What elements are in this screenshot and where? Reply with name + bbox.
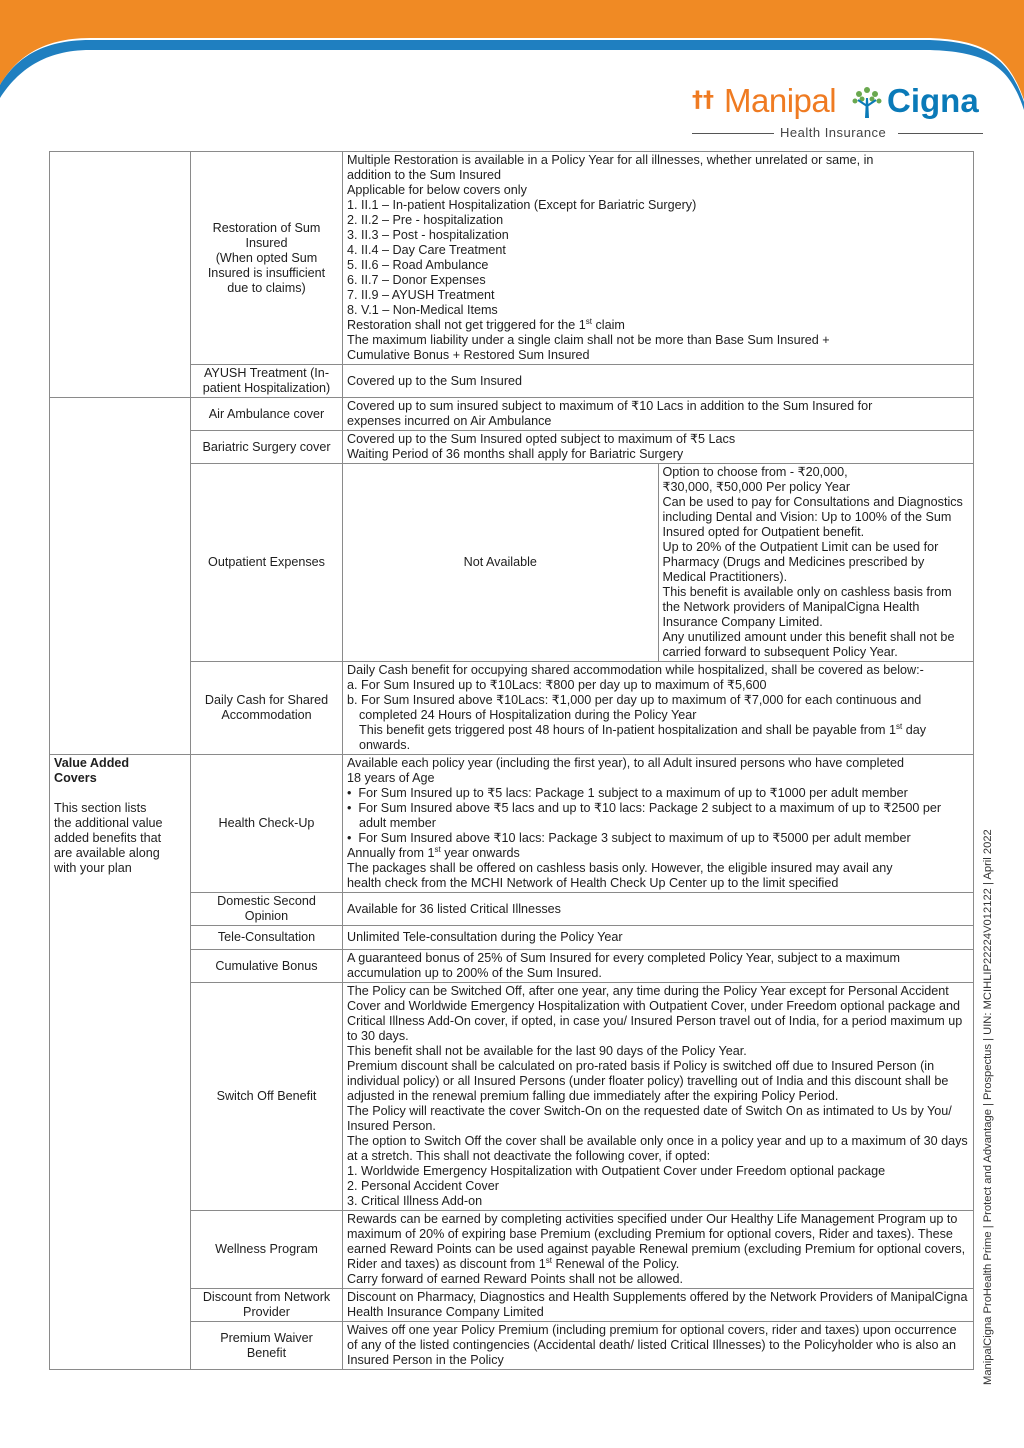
category-cell (50, 152, 191, 398)
category-title: Value Added (54, 756, 130, 770)
list-item: • For Sum Insured above ₹5 lacs and up to ₹10 lacs: Package 2 subject to a maximum of up to ₹2500 per adult member (347, 801, 942, 830)
cigna-tree-icon (850, 84, 884, 120)
benefit-detail-cell: Rewards can be earned by completing activities specified under Our Healthy Life Management Program up to maximum of 20% of expiring base Premium (excluding Premium for optional covers, Rider and taxes). These earned Reward Points can be used against payable Renewal premium (excluding Premium for optional covers, Rider and taxes) as discount from 1st Renewal of the Policy. Carry forward of earned Reward Points shall not be allowed. (343, 1211, 974, 1289)
brand-name-manipal: Manipal (724, 82, 837, 119)
table-row (50, 152, 974, 365)
benefit-detail-cell: A guaranteed bonus of 25% of Sum Insured for every completed Policy Year, subject to a maximum accumulation up to 200% of the Sum Insured. (343, 950, 974, 983)
document-footer-vertical: ManipalCigna ProHealth Prime | Protect and Advantage | Prospectus | UIN: MCIHLIP22224V012122 | April 2022 (982, 829, 994, 1385)
benefit-name-cell: Restoration of Sum Insured (When opted Sum Insured is insufficient due to claims) (191, 152, 343, 365)
benefit-detail-cell: Multiple Restoration is available in a Policy Year for all illnesses, whether unrelated or same, in addition to the Sum Insured Applicable for below covers only 1. II.1 – In-patient Hospitalization (Except for Bariatric Surgery) 2. II.2 – Pre - hospitalization 3. II.3 – Post - hospitalization 4. II.4 – Day Care Treatment 5. II.6 – Road Ambulance 6. II.7 – Donor Expenses 7. II.9 – AYUSH Treatment 8. V.1 – Non-Medical Items Restoration shall not get triggered for the 1st claim The maximum liability under a single claim shall not be more than Base Sum Insured + Cumulative Bonus + Restored Sum Insured (343, 152, 974, 365)
table-row (50, 398, 974, 431)
benefit-name-cell: Daily Cash for Shared Accommodation (191, 662, 343, 755)
manipal-mark-icon: †† (692, 88, 714, 113)
benefit-detail-cell: Unlimited Tele-consultation during the Policy Year (343, 926, 974, 950)
table-row (50, 755, 974, 893)
benefit-detail-cell: Daily Cash benefit for occupying shared accommodation while hospitalized, shall be covered as below:- a. For Sum Insured up to ₹10Lacs: ₹800 per day up to maximum of ₹5,600 b. For Sum Insured above ₹10Lacs: ₹1,000 per day up to maximum of ₹7,000 for each continuous and completed 24 Hours of Hospitalization during the Policy Year This benefit gets triggered post 48 hours of In-patient hospitalization and shall be payable from 1st day onwards. (343, 662, 974, 755)
divider (692, 133, 774, 134)
benefit-detail-cell: Option to choose from - ₹20,000, ₹30,000, ₹50,000 Per policy Year Can be used to pay for Consultations and Diagnostics including Dental and Vision: Up to 100% of the Sum Insured opted for Outpatient benefit. Up to 20% of the Outpatient Limit can be used for Pharmacy (Drugs and Medicines prescribed by Medical Practitioners). This benefit is available only on cashless basis from the Network providers of ManipalCigna Health Insurance Company Limited. Any unutilized amount under this benefit shall not be carried forward to subsequent Policy Year. (658, 464, 974, 662)
benefit-name-cell: Domestic Second Opinion (191, 893, 343, 926)
category-description: This section lists (54, 801, 147, 815)
benefit-detail-cell: Discount on Pharmacy, Diagnostics and Health Supplements offered by the Network Providers of ManipalCigna Health Insurance Company Limited (343, 1289, 974, 1322)
benefits-table (49, 151, 974, 1370)
benefit-detail-cell: Covered up to the Sum Insured (343, 365, 974, 398)
benefit-name-cell: Air Ambulance cover (191, 398, 343, 431)
brand-subtitle: Health Insurance (780, 125, 887, 140)
list-item: • For Sum Insured up to ₹5 lacs: Package 1 subject to a maximum of up to ₹1000 per adult member (347, 786, 908, 800)
benefit-name-cell: Wellness Program (191, 1211, 343, 1289)
benefit-name-cell: Discount from Network Provider (191, 1289, 343, 1322)
benefit-detail-cell: Available for 36 listed Critical Illnesses (343, 893, 974, 926)
benefit-name-cell: Tele-Consultation (191, 926, 343, 950)
divider (898, 133, 983, 134)
list-item: • For Sum Insured above ₹10 lacs: Package 3 subject to maximum of up to ₹5000 per adult member (347, 831, 911, 845)
benefit-detail-cell: Covered up to the Sum Insured opted subject to maximum of ₹5 Lacs Waiting Period of 36 months shall apply for Bariatric Surgery (343, 431, 974, 464)
category-cell (50, 398, 191, 755)
brand-logo (690, 82, 990, 142)
benefit-detail-cell: The Policy can be Switched Off, after one year, any time during the Policy Year except for Personal Accident Cover and Worldwide Emergency Hospitalization with Outpatient Cover, under Freedom optional package and Critical Illness Add-On cover, if opted, in case you/ Insured Person travel out of India, for a period maximum up to 30 days. This benefit shall not be available for the last 90 days of the Policy Year. Premium discount shall be calculated on pro-rated basis if Policy is switched off due to Insured Person (in individual policy) or all Insured Persons (under floater policy) travelling out of India and this discount shall be adjusted in the renewal premium falling due immediately after the expiring Policy Period. The Policy will reactivate the cover Switch-On on the requested date of Switch On as intimated to Us by You/ Insured Person. The option to Switch Off the cover shall be available only once in a policy year and up to a maximum of 30 days at a stretch. This shall not deactivate the following cover, if opted: 1. Worldwide Emergency Hospitalization with Outpatient Cover under Freedom optional package 2. Personal Accident Cover 3. Critical Illness Add-on (343, 983, 974, 1211)
benefit-detail-cell: Available each policy year (including the first year), to all Adult insured persons who have completed 18 years of Age • For Sum Insured up to ₹5 lacs: Package 1 subject to a maximum of up to ₹1000 per adult member • For Sum Insured above ₹5 lacs and up to ₹10 lacs: Package 2 subject to a maximum of up to ₹2500 per adult member • For Sum Insured above ₹10 lacs: Package 3 subject to maximum of up to ₹5000 per adult member Annually from 1st year onwards The packages shall be offered on cashless basis only. However, the eligible insured may avail any health check from the MCHI Network of Health Check Up Center up to the limit specified (343, 755, 974, 893)
availability-cell: Not Available (343, 464, 659, 662)
benefit-name-cell: Premium Waiver Benefit (191, 1322, 343, 1370)
benefit-name-cell: Bariatric Surgery cover (191, 431, 343, 464)
benefit-name-cell: Switch Off Benefit (191, 983, 343, 1211)
benefit-detail-cell: Covered up to sum insured subject to maximum of ₹10 Lacs in addition to the Sum Insured for expenses incurred on Air Ambulance (343, 398, 974, 431)
benefit-name-cell: Health Check-Up (191, 755, 343, 893)
benefit-name-cell: AYUSH Treatment (In- patient Hospitalization) (191, 365, 343, 398)
benefit-detail-cell: Waives off one year Policy Premium (including premium for optional covers, rider and taxes) upon occurrence of any of the listed contingencies (Accidental death/ listed Critical Illnesses) to the Policyholder who is also an Insured Person in the Policy (343, 1322, 974, 1370)
brand-name-cigna: Cigna (887, 82, 979, 119)
category-cell: Value Added Covers This section lists the additional value added benefits that are available along with your plan (50, 755, 191, 1370)
benefit-name-cell: Cumulative Bonus (191, 950, 343, 983)
benefit-name-cell: Outpatient Expenses (191, 464, 343, 662)
